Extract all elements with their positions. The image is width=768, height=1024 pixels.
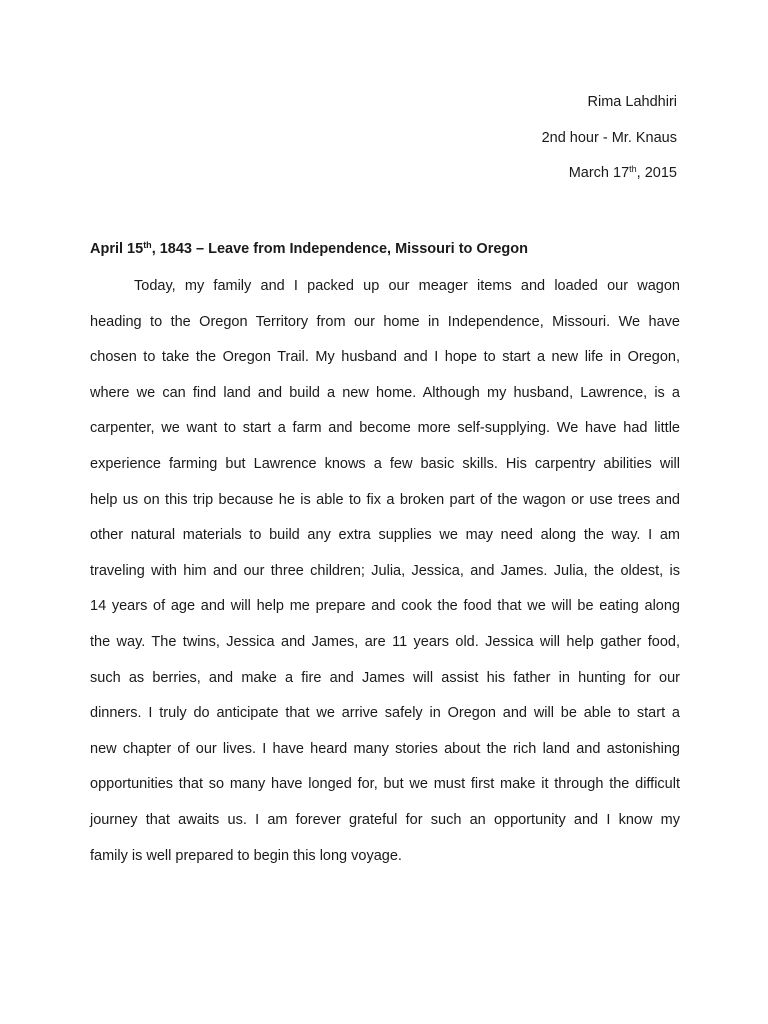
body-line: chosen to take the Oregon Trail. My husband and I hope to start a new life in Oregon, (90, 349, 680, 366)
entry-heading (90, 238, 528, 260)
body-line: experience farming but Lawrence knows a few basic skills. His carpentry abilities will (90, 455, 680, 472)
entry-body (90, 274, 680, 879)
author-name: Rima Lahdhiri (587, 94, 677, 110)
document-date (542, 162, 677, 198)
body-line: journey that awaits us. I am forever grateful for such an opportunity and I know my (90, 811, 680, 828)
heading-suffix: th (143, 240, 152, 250)
body-line: heading to the Oregon Territory from our home in Independence, Missouri. We have (90, 313, 680, 330)
header-block (542, 91, 677, 198)
body-line: other natural materials to build any extra supplies we may need along the way. I am (90, 527, 680, 544)
body-line: 14 years of age and will help me prepare and cook the food that we will be eating along (90, 598, 680, 615)
heading-date: April 15 (90, 241, 144, 257)
body-line: carpenter, we want to start a farm and become more self-supplying. We have had little (90, 420, 680, 437)
body-line: opportunities that so many have longed for, but we must first make it through the difficult (90, 776, 680, 793)
date-month-day: March 17 (568, 165, 630, 181)
body-line: dinners. I truly do anticipate that we arrive safely in Oregon and will be able to start a (90, 705, 680, 722)
body-line: traveling with him and our three children; Julia, Jessica, and James. Julia, the oldest, is (90, 562, 680, 579)
body-line: such as berries, and make a fire and James will assist his father in hunting for our (90, 669, 680, 686)
heading-rest: , 1843 – Leave from Independence, Missouri to Oregon (151, 241, 528, 257)
date-year: , 2015 (636, 165, 677, 181)
body-line: the way. The twins, Jessica and James, are 11 years old. Jessica will help gather food, (90, 633, 680, 650)
date-suffix: th (629, 164, 637, 174)
class-period: 2nd hour - Mr. Knaus (541, 129, 677, 146)
body-line: where we can find land and build a new home. Although my husband, Lawrence, is a (90, 384, 680, 401)
body-line: family is well prepared to begin this long voyage. (90, 847, 402, 864)
body-line: Today, my family and I packed up our meager items and loaded our wagon (134, 278, 680, 294)
body-line: help us on this trip because he is able to fix a broken part of the wagon or use trees and (90, 491, 680, 508)
body-line: new chapter of our lives. I have heard many stories about the rich land and astonishing (90, 740, 680, 757)
